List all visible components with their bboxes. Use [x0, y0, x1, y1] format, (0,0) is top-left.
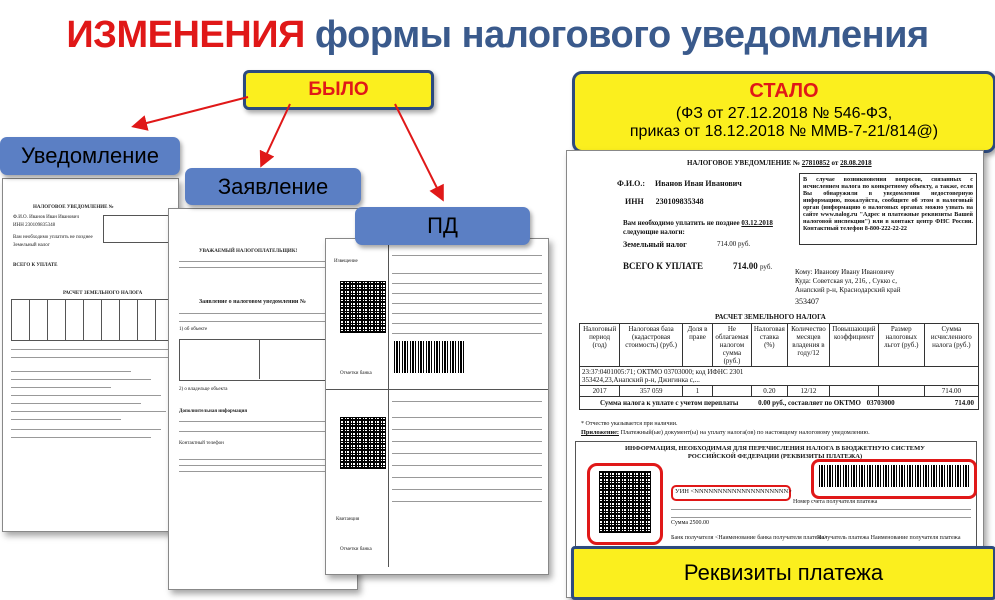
tax-table	[579, 323, 979, 410]
pay-info-title-1: ИНФОРМАЦИЯ, НЕОБХОДИМАЯ ДЛЯ ПЕРЕЧИСЛЕНИЯ НАЛОГА В БЮДЖЕТНУЮ СИСТЕМУ	[624, 445, 926, 452]
notice-date: 28.08.2018	[840, 159, 872, 167]
arrow-to-pd	[395, 104, 442, 198]
row-cadastral: 23:37:0401005:71; ОКТМО 03703000; код ИФНС 2301	[582, 368, 744, 376]
land-tax-amount: 714.00	[717, 240, 737, 248]
notice-heading: НАЛОГОВОЕ УВЕДОМЛЕНИЕ №	[687, 159, 800, 167]
after-law-line1: (ФЗ от 27.12.2018 № 546-ФЗ,	[675, 105, 893, 122]
note-1: * Отчество указывается при наличии.	[581, 421, 678, 427]
pay-deadline: 03.12.2018	[741, 219, 773, 227]
old-application-page: УВАЖАЕМЫЙ НАЛОГОПЛАТЕЛЬЩИК! Заявление о налоговом уведомлении № 1) об объекте 2) о владельце объекта Дополнительная информация Контактный телефон	[168, 208, 358, 590]
zip-code: 353407	[795, 297, 819, 306]
to-label: Кому:	[795, 268, 813, 276]
bank-label: Банк получателя	[671, 535, 714, 541]
th-share: Доля в праве	[682, 324, 712, 367]
title-part1: ИЗМЕНЕНИЯ	[66, 14, 305, 56]
inn-value: 230109835348	[655, 197, 704, 206]
tax-table-header	[580, 324, 979, 367]
th-base: Налоговая база (кадастровая стоимость) (руб.)	[620, 324, 683, 367]
pd-label	[355, 207, 530, 245]
cell-period: 2017	[580, 386, 620, 397]
pay-text-1: Вам необходимо уплатить не позднее	[623, 219, 740, 227]
sum-total: 714.00	[954, 399, 974, 407]
uin-value: <NNNNNNNNNNNNNNNNNNNN>	[690, 488, 792, 495]
cell-base: 357 059	[620, 386, 683, 397]
qr-code-top	[340, 281, 386, 333]
pay-info-title-2: РОССИЙСКОЙ ФЕДЕРАЦИИ (РЕКВИЗИТЫ ПЛАТЕЖА)	[687, 453, 863, 460]
note-2-label: Приложение:	[581, 429, 619, 436]
bottom-label: Реквизиты платежа	[683, 560, 884, 585]
application-label-text: Заявление	[217, 173, 329, 199]
arrow-to-application	[262, 104, 290, 164]
note-2: Платежный(ые) документ(ы) на уплату налога(ов) по настоящему налоговому уведомлению.	[620, 429, 870, 436]
fio-label: Ф.И.О.:	[617, 179, 645, 188]
th-period: Налоговый период (год)	[580, 324, 620, 367]
barcode-top	[394, 341, 464, 373]
tax-table-row	[580, 386, 979, 397]
notice-number: 27810852	[801, 159, 830, 167]
cell-benefits	[878, 386, 924, 397]
uin-label: УИН	[675, 488, 689, 495]
land-tax-label: Земельный налог	[623, 240, 687, 249]
pay-text-2: следующие налоги:	[623, 228, 685, 236]
addr-line2: Анапский р-н, Краснодарский край	[795, 286, 901, 294]
old-notice-page: НАЛОГОВОЕ УВЕДОМЛЕНИЕ № Ф.И.О. Иванов Иван Иванович ИНН 230109835348 Вам необходимо уплатить не позднее Земельный налог ВСЕГО К УПЛАТЕ РАСЧЕТ ЗЕМЕЛЬНОГО НАЛОГА	[2, 178, 179, 532]
cell-exempt	[713, 386, 752, 397]
recipient-value: Наименование получателя платежа	[870, 535, 961, 541]
old-pd-page: Извещение Отметки банка Квитанция Отметки банка	[325, 238, 549, 575]
after-label: СТАЛО	[749, 80, 819, 102]
cell-rate: 0.20	[751, 386, 787, 397]
new-notice-page	[566, 150, 984, 598]
total-currency: руб.	[760, 263, 773, 271]
sum-label: Сумма	[671, 520, 688, 526]
qr-code-new	[599, 471, 651, 533]
recipient-label: Получатель платежа	[817, 535, 870, 541]
cell-coefficient	[830, 386, 879, 397]
arrow-to-notice	[135, 97, 248, 126]
after-label-box	[572, 71, 995, 153]
row-address: 353424,23,Анапский р-н, Джигинка с,...	[582, 376, 700, 384]
title-part2: формы налогового уведомления	[314, 14, 929, 56]
doc-number-label: Номер счета получателя платежа	[793, 499, 878, 505]
qr-code-bottom	[340, 417, 386, 469]
sum-text: Сумма налога к уплате с учетом переплаты	[600, 399, 739, 407]
notice-label-text: Уведомление	[21, 143, 159, 168]
bank-value: <Наименование банка получателя платежа>	[714, 535, 828, 541]
pd-label-text: ПД	[427, 213, 458, 238]
addr-label: Куда:	[795, 277, 811, 285]
th-coefficient: Повышающий коэффициент	[830, 324, 879, 367]
tax-table-object-row	[580, 367, 979, 386]
sum-value: 0.00 руб., составляет по ОКТМО	[758, 399, 861, 407]
tax-table-sum-row	[580, 397, 979, 410]
fio-value: Иванов Иван Иванович	[654, 179, 742, 188]
cell-sum: 714.00	[924, 386, 978, 397]
total-amount: 714.00	[733, 261, 758, 271]
notice-date-prefix: от	[831, 159, 839, 167]
after-law-line2: приказ от 18.12.2018 № ММВ-7-21/814@)	[629, 123, 939, 140]
total-label: ВСЕГО К УПЛАТЕ	[623, 261, 704, 271]
application-label	[185, 168, 361, 205]
inn-label: ИНН	[625, 197, 644, 206]
th-benefits: Размер налоговых льгот (руб.)	[878, 324, 924, 367]
info-box: В случае возникновения вопросов, связанных с исчислением налога по конкретному объекту, а также, если Вы обнаружили в уведомлении недостоверную информацию, пожалуйста, сообщите об этом в налоговый орган (информацию о налоговых органах можно узнать на сайте www.nalog.ru "Адрес и платежные реквизиты Вашей налоговой инспекции") или в контакт центр ФНС России. Контактный телефон 8-800-222-22-22	[799, 173, 977, 245]
addr-line1: Советская ул, 216, , Сукко с,	[812, 277, 897, 285]
to-name: Иванову Ивану Ивановичу	[814, 268, 895, 276]
before-label: БЫЛО	[308, 79, 369, 100]
calc-title: РАСЧЕТ ЗЕМЕЛЬНОГО НАЛОГА	[715, 313, 826, 321]
barcode-new	[819, 465, 969, 487]
notice-label	[0, 137, 180, 175]
th-sum: Сумма исчисленного налога (руб.)	[924, 324, 978, 367]
land-tax-currency: руб.	[738, 240, 751, 248]
th-rate: Налоговая ставка (%)	[751, 324, 787, 367]
sum-small: 2500.00	[689, 520, 709, 526]
sum-oktmo: 03703000	[866, 399, 895, 407]
bottom-label-box	[571, 546, 995, 600]
th-exempt: Не облагаемая налогом сумма (руб.)	[713, 324, 752, 367]
cell-months: 12/12	[787, 386, 829, 397]
cell-share: 1	[682, 386, 712, 397]
th-months: Количество месяцев владения в году/12	[787, 324, 829, 367]
